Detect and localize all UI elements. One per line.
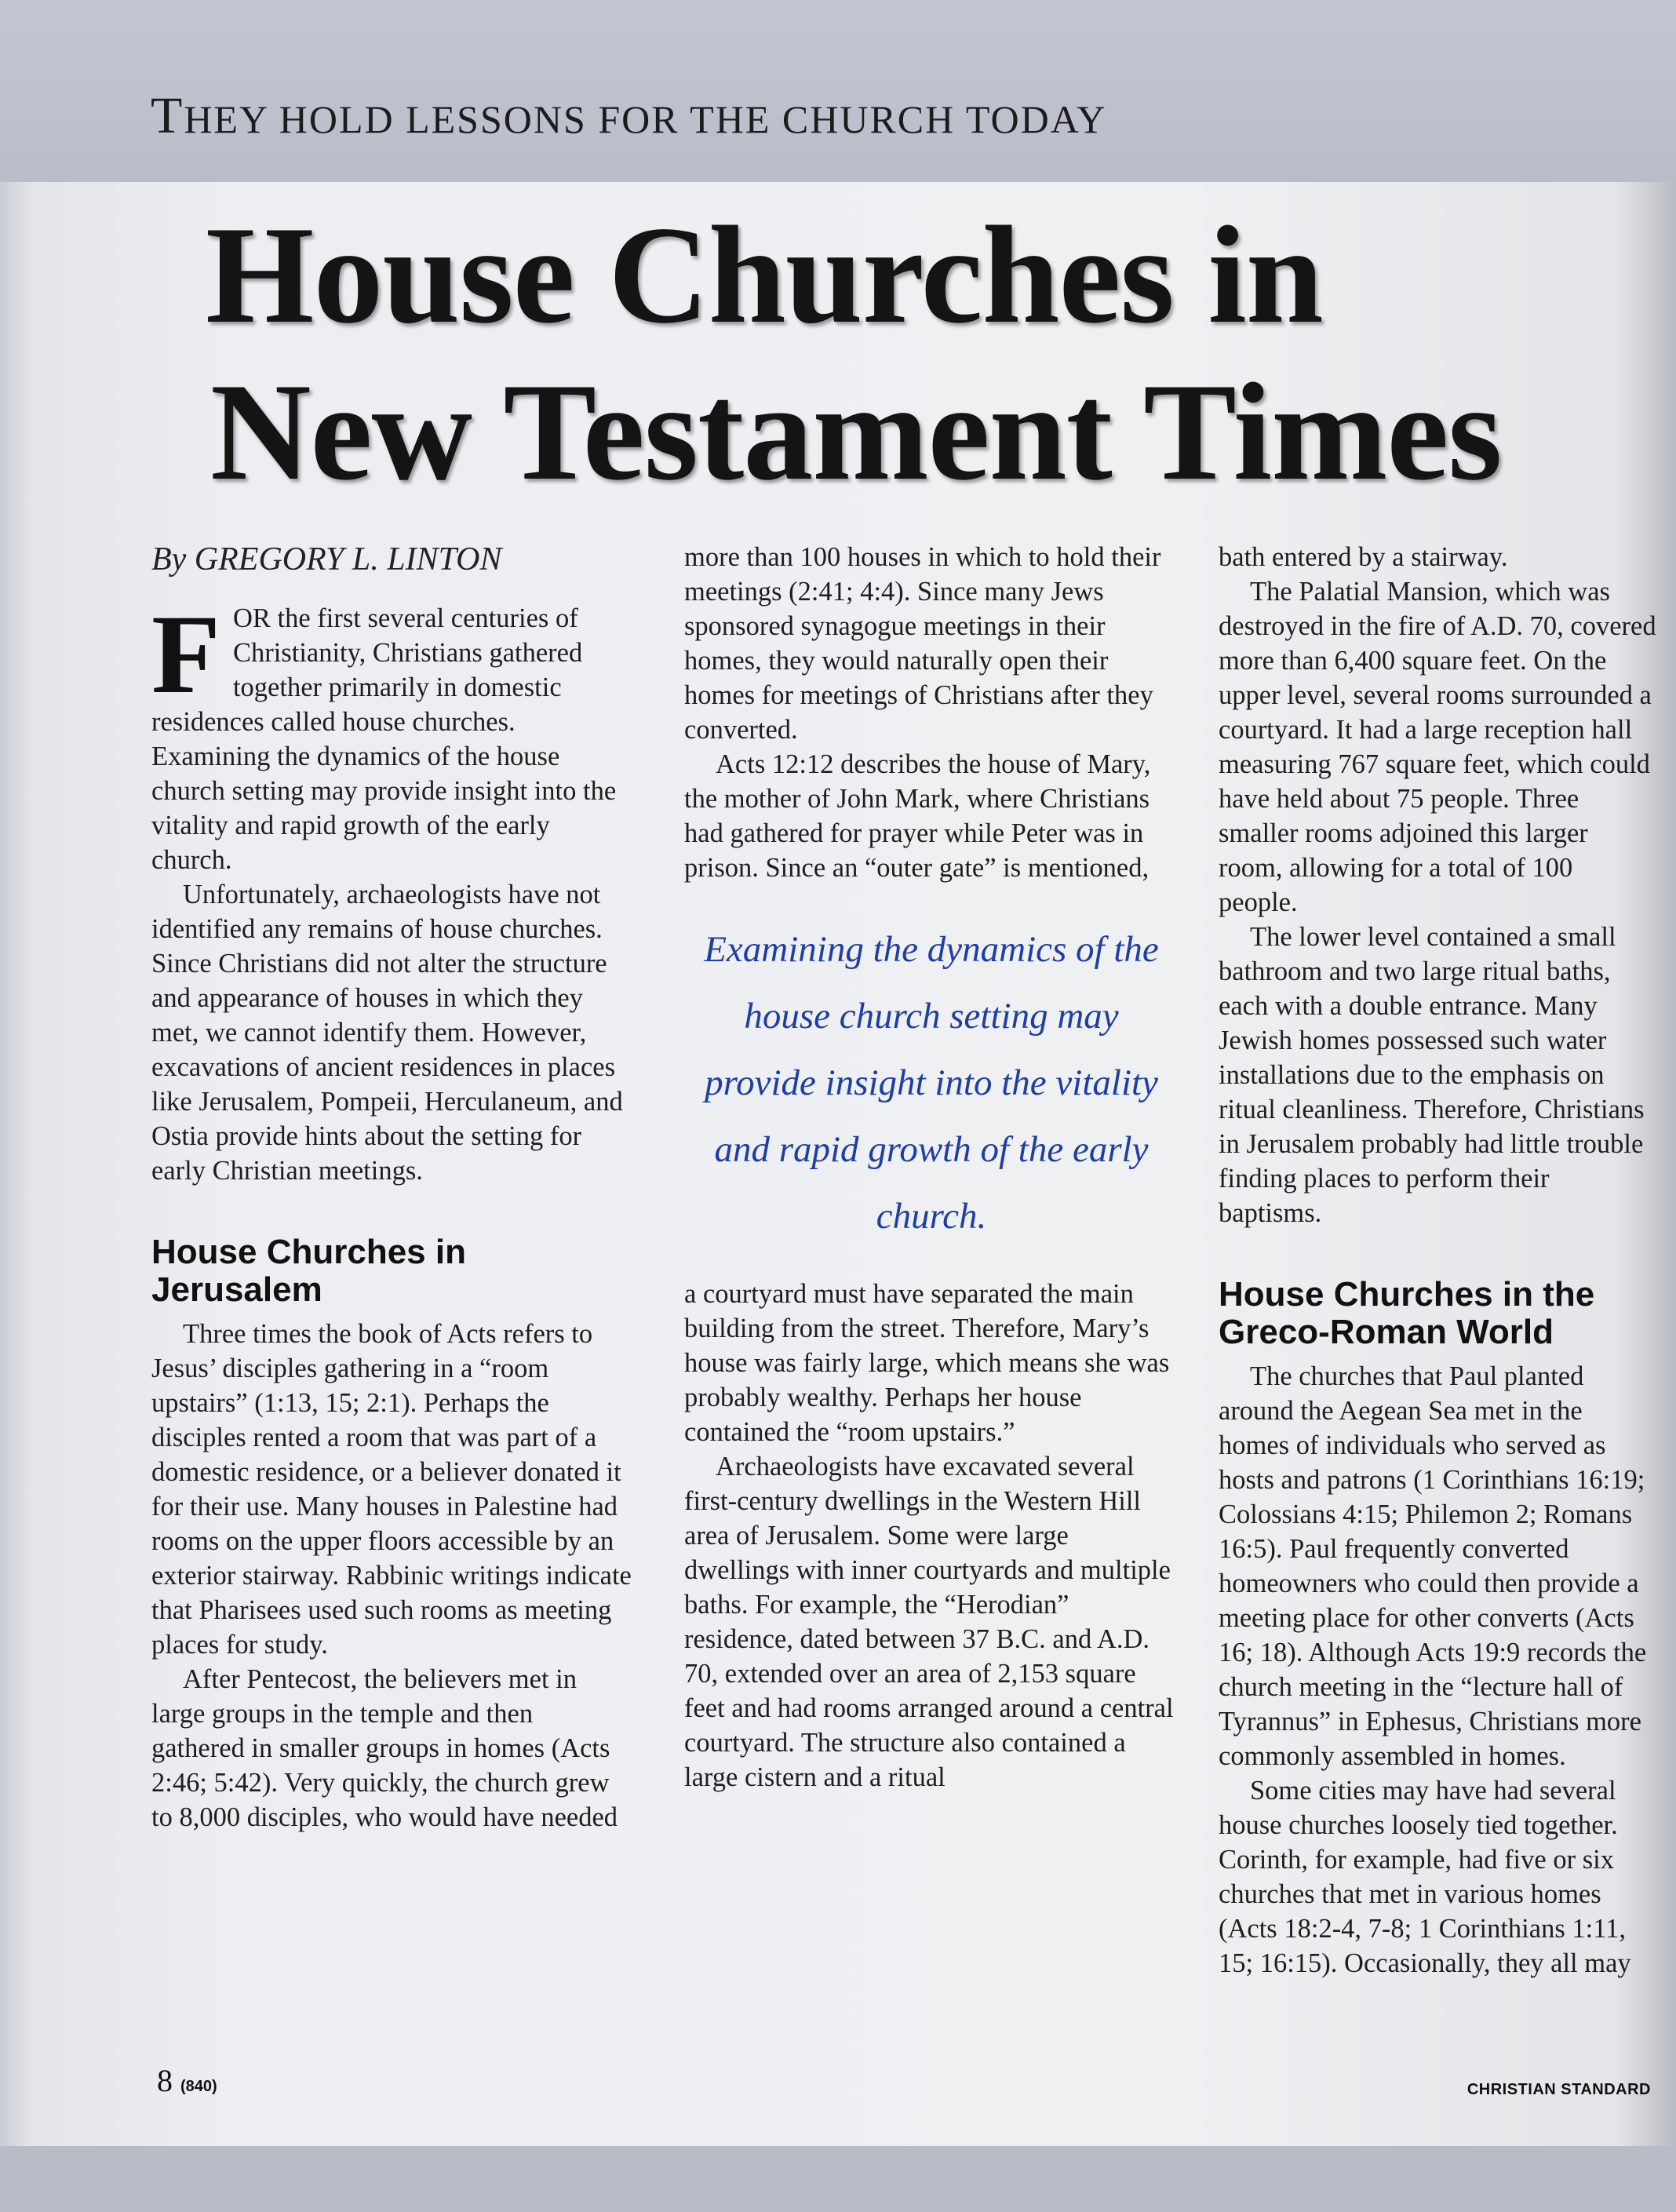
paragraph: The churches that Paul planted around the Aegean Sea met in the homes of individuals who served as hosts and patrons (1 Corinthians 16:19; Colossians 4:15; Philemon 2; Romans 16:5). Paul frequently converted homeowners who could then provide a meeting place for other converts (Acts 16; 18). Although Acts 19:9 records the church meeting in the “lecture hall of Tyrannus” in Ephesus, Christians more commonly assembled in homes. [1219, 1361, 1647, 1771]
publication-name: CHRISTIAN STANDARD [1466, 2081, 1651, 2098]
pull-quote: Examining the dynamics of the house church setting may provide insight into the vitality and rapid growth of the early church. [704, 929, 1159, 1237]
page-number [157, 2062, 217, 2099]
paragraph [151, 592, 632, 877]
paragraph: Three times the book of Acts refers to Jesus’ disciples gathering in a “room upstairs” (1:13, 15; 2:1). Perhaps the disciples rented a room that was part of a domestic residence, or a believer donated it for their use. Many houses in Palestine had rooms on the upper floors accessible by an exterior stairway. Rabbinic writings indicate that Pharisees used such rooms as meeting places for study. [151, 1319, 632, 1660]
column-3 [1219, 540, 1658, 1981]
paragraph: a courtyard must have separated the main building from the street. Therefore, Mary’s house was fairly large, which means she was probably wealthy. Perhaps her house contained the “room upstairs.” [684, 1279, 1170, 1447]
kicker [151, 86, 1563, 146]
headline-line1: House Churches in [206, 197, 1323, 352]
column-2 [684, 540, 1179, 1795]
kicker-initial: T [151, 87, 184, 144]
page-sequence: (840) [180, 2078, 217, 2095]
paragraph: more than 100 houses in which to hold their meetings (2:41; 4:4). Since many Jews sponsored synagogue meetings in their homes, they would naturally open their homes for meetings of Christians after they converted. [684, 542, 1161, 745]
paragraph: bath entered by a stairway. [1219, 542, 1508, 572]
kicker-text: HEY HOLD LESSONS FOR THE CHURCH TODAY [184, 97, 1107, 141]
headline [206, 196, 1665, 510]
dropcap: F [151, 592, 220, 717]
paragraph: Acts 12:12 describes the house of Mary, the mother of John Mark, where Christians had gathered for prayer while Peter was in prison. Since an “outer gate” is mentioned, [684, 749, 1151, 883]
paragraph-text: OR the first several centuries of Christianity, Christians gathered together primarily in domestic residences called house churches. Examining the dynamics of the house church setting may provide insight into the vitality and rapid growth of the early church. [151, 603, 617, 875]
subhead-jerusalem: House Churches in Jerusalem [151, 1233, 466, 1309]
paragraph: Some cities may have had several house churches loosely tied together. Corinth, for example, had five or six churches that met in various homes (Acts 18:2-4, 7-8; 1 Corinthians 1:11, 15; 16:15). Occasionally, they all may [1219, 1776, 1631, 1978]
headline-line2: New Testament Times [210, 354, 1502, 509]
footer-band [0, 2146, 1676, 2212]
paragraph: Archaeologists have excavated several first-century dwellings in the Western Hill area of Jerusalem. Some were large dwellings with inner courtyards and multiple baths. For example, the “Herodian” residence, dated between 37 B.C. and A.D. 70, extended over an area of 2,153 square feet and had rooms arranged around a central courtyard. The structure also contained a large cistern and a ritual [684, 1452, 1174, 1792]
paragraph: After Pentecost, the believers met in large groups in the temple and then gathered in smaller groups in homes (Acts 2:46; 5:42). Very quickly, the church grew to 8,000 disciples, who would have needed [151, 1664, 618, 1832]
paragraph: The lower level contained a small bathroom and two large ritual baths, each with a double entrance. Many Jewish homes possessed such water installations due to the emphasis on ritual cleanliness. Therefore, Christians in Jerusalem probably had little trouble finding places to perform their baptisms. [1219, 922, 1645, 1228]
paragraph: Unfortunately, archaeologists have not identified any remains of house churches. Since Christians did not alter the structure and appearance of houses in which they met, we cannot identify them. However, excavations of ancient residences in places like Jerusalem, Pompeii, Herculaneum, and Ostia provide hints about the setting for early Christian meetings. [151, 880, 623, 1186]
page-number-text: 8 [157, 2063, 173, 2098]
column-1 [151, 540, 632, 1835]
byline: By GREGORY L. LINTON [151, 541, 502, 578]
paragraph: The Palatial Mansion, which was destroyed in the fire of A.D. 70, covered more than 6,400 square feet. On the upper level, several rooms surrounded a courtyard. It had a large reception hall measuring 767 square feet, which could have held about 75 people. Three smaller rooms adjoined this larger room, allowing for a total of 100 people. [1219, 577, 1656, 917]
subhead-greco-roman: House Churches in the Greco-Roman World [1219, 1275, 1595, 1351]
